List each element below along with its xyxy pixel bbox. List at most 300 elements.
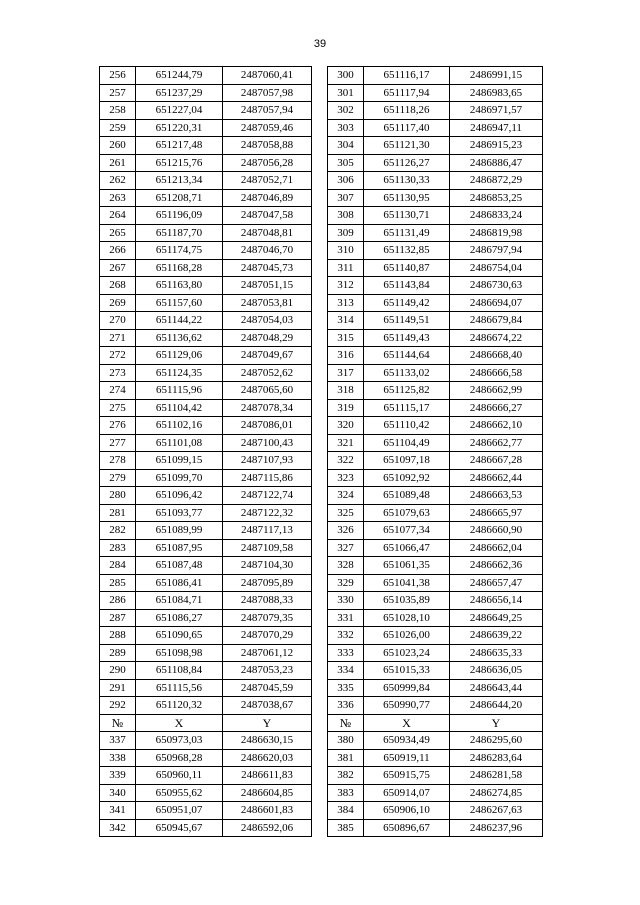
x-coordinate: 651108,84 <box>136 662 223 680</box>
y-coordinate: 2486983,65 <box>450 84 543 102</box>
x-coordinate: 651143,84 <box>364 277 450 295</box>
point-number: 321 <box>328 434 364 452</box>
point-number: 314 <box>328 312 364 330</box>
x-coordinate: 651117,40 <box>364 119 450 137</box>
point-number: 380 <box>328 732 364 750</box>
point-number: 342 <box>100 819 136 837</box>
y-coordinate: 2487046,89 <box>223 189 312 207</box>
y-coordinate: 2486295,60 <box>450 732 543 750</box>
point-number: 334 <box>328 662 364 680</box>
table-row <box>100 84 543 102</box>
point-number: 327 <box>328 539 364 557</box>
column-gap <box>312 749 328 767</box>
column-gap <box>312 224 328 242</box>
column-gap <box>312 172 328 190</box>
table-row <box>100 609 543 627</box>
point-number: 259 <box>100 119 136 137</box>
x-coordinate: 650999,84 <box>364 679 450 697</box>
y-coordinate: 2487053,23 <box>223 662 312 680</box>
x-coordinate: 651115,96 <box>136 382 223 400</box>
point-number: 322 <box>328 452 364 470</box>
table-row <box>100 259 543 277</box>
point-number: 273 <box>100 364 136 382</box>
table-row <box>100 224 543 242</box>
x-coordinate: 651149,42 <box>364 294 450 312</box>
column-gap <box>312 242 328 260</box>
column-gap <box>312 417 328 435</box>
table-row <box>100 504 543 522</box>
table-row <box>100 802 543 820</box>
y-coordinate: 2487115,86 <box>223 469 312 487</box>
point-number: 383 <box>328 784 364 802</box>
column-gap <box>312 592 328 610</box>
point-number: 330 <box>328 592 364 610</box>
x-coordinate: 651136,62 <box>136 329 223 347</box>
y-coordinate: 2486853,25 <box>450 189 543 207</box>
x-coordinate: 651035,89 <box>364 592 450 610</box>
point-number: 311 <box>328 259 364 277</box>
y-coordinate: 2487104,30 <box>223 557 312 575</box>
y-coordinate: 2486947,11 <box>450 119 543 137</box>
y-coordinate: 2487048,81 <box>223 224 312 242</box>
x-coordinate: 651129,06 <box>136 347 223 365</box>
x-coordinate: 651115,17 <box>364 399 450 417</box>
y-coordinate: 2486267,63 <box>450 802 543 820</box>
y-coordinate: 2486643,44 <box>450 679 543 697</box>
y-coordinate: 2487045,73 <box>223 259 312 277</box>
x-coordinate: 651098,98 <box>136 644 223 662</box>
x-coordinate: 651120,32 <box>136 697 223 715</box>
x-coordinate: 651089,99 <box>136 522 223 540</box>
y-coordinate: 2486281,58 <box>450 767 543 785</box>
point-number: 338 <box>100 749 136 767</box>
column-gap <box>312 819 328 837</box>
y-coordinate: 2487046,70 <box>223 242 312 260</box>
x-coordinate: 651125,82 <box>364 382 450 400</box>
y-coordinate: 2486666,58 <box>450 364 543 382</box>
point-number: 262 <box>100 172 136 190</box>
table-row <box>100 452 543 470</box>
table-row <box>100 469 543 487</box>
table-row <box>100 312 543 330</box>
point-number: 260 <box>100 137 136 155</box>
point-number: 385 <box>328 819 364 837</box>
y-coordinate: 2486886,47 <box>450 154 543 172</box>
column-gap <box>312 294 328 312</box>
point-number: 305 <box>328 154 364 172</box>
point-number: 301 <box>328 84 364 102</box>
y-coordinate: 2487047,58 <box>223 207 312 225</box>
y-coordinate: 2486971,57 <box>450 102 543 120</box>
x-coordinate: 651144,64 <box>364 347 450 365</box>
x-coordinate: 651174,75 <box>136 242 223 260</box>
column-gap <box>312 364 328 382</box>
table-row <box>100 749 543 767</box>
y-coordinate: 2487122,32 <box>223 504 312 522</box>
table-row <box>100 732 543 750</box>
column-gap <box>312 102 328 120</box>
column-gap <box>312 714 328 732</box>
table-row <box>100 137 543 155</box>
point-number: 339 <box>100 767 136 785</box>
point-number: 328 <box>328 557 364 575</box>
column-gap <box>312 189 328 207</box>
column-gap <box>312 732 328 750</box>
y-coordinate: 2486679,84 <box>450 312 543 330</box>
y-coordinate: 2486662,10 <box>450 417 543 435</box>
column-gap <box>312 137 328 155</box>
point-number: 285 <box>100 574 136 592</box>
column-gap <box>312 504 328 522</box>
point-number: 325 <box>328 504 364 522</box>
point-number: 302 <box>328 102 364 120</box>
x-coordinate: 651163,80 <box>136 277 223 295</box>
x-coordinate: 651227,04 <box>136 102 223 120</box>
y-coordinate: 2487052,71 <box>223 172 312 190</box>
point-number: 340 <box>100 784 136 802</box>
y-coordinate: 2486649,25 <box>450 609 543 627</box>
point-number: 323 <box>328 469 364 487</box>
y-coordinate: 2486636,05 <box>450 662 543 680</box>
point-number: 263 <box>100 189 136 207</box>
table-row <box>100 592 543 610</box>
column-gap <box>312 452 328 470</box>
y-coordinate: 2486915,23 <box>450 137 543 155</box>
header-number: № <box>100 714 136 732</box>
column-gap <box>312 207 328 225</box>
column-gap <box>312 119 328 137</box>
table-row <box>100 207 543 225</box>
point-number: 276 <box>100 417 136 435</box>
point-number: 313 <box>328 294 364 312</box>
x-coordinate: 650934,49 <box>364 732 450 750</box>
point-number: 279 <box>100 469 136 487</box>
x-coordinate: 651131,49 <box>364 224 450 242</box>
y-coordinate: 2487078,34 <box>223 399 312 417</box>
x-coordinate: 650990,77 <box>364 697 450 715</box>
point-number: 275 <box>100 399 136 417</box>
point-number: 257 <box>100 84 136 102</box>
y-coordinate: 2486656,14 <box>450 592 543 610</box>
y-coordinate: 2487054,03 <box>223 312 312 330</box>
y-coordinate: 2486662,77 <box>450 434 543 452</box>
x-coordinate: 651244,79 <box>136 67 223 85</box>
table-row <box>100 189 543 207</box>
x-coordinate: 650919,11 <box>364 749 450 767</box>
y-coordinate: 2486991,15 <box>450 67 543 85</box>
y-coordinate: 2486754,04 <box>450 259 543 277</box>
table-row <box>100 382 543 400</box>
x-coordinate: 651132,85 <box>364 242 450 260</box>
point-number: 307 <box>328 189 364 207</box>
x-coordinate: 651104,49 <box>364 434 450 452</box>
point-number: 308 <box>328 207 364 225</box>
y-coordinate: 2486662,36 <box>450 557 543 575</box>
y-coordinate: 2486674,22 <box>450 329 543 347</box>
x-coordinate: 651130,95 <box>364 189 450 207</box>
x-coordinate: 650968,28 <box>136 749 223 767</box>
point-number: 336 <box>328 697 364 715</box>
point-number: 310 <box>328 242 364 260</box>
y-coordinate: 2487038,67 <box>223 697 312 715</box>
x-coordinate: 650945,67 <box>136 819 223 837</box>
column-gap <box>312 259 328 277</box>
column-gap <box>312 557 328 575</box>
point-number: 288 <box>100 627 136 645</box>
column-gap <box>312 609 328 627</box>
y-coordinate: 2487088,33 <box>223 592 312 610</box>
point-number: 382 <box>328 767 364 785</box>
point-number: 319 <box>328 399 364 417</box>
y-coordinate: 2486730,63 <box>450 277 543 295</box>
y-coordinate: 2487048,29 <box>223 329 312 347</box>
table-row <box>100 574 543 592</box>
point-number: 315 <box>328 329 364 347</box>
header-number: № <box>328 714 364 732</box>
point-number: 332 <box>328 627 364 645</box>
point-number: 335 <box>328 679 364 697</box>
table-row <box>100 539 543 557</box>
x-coordinate: 651117,94 <box>364 84 450 102</box>
column-gap <box>312 644 328 662</box>
page-number: 39 <box>313 38 327 50</box>
y-coordinate: 2486274,85 <box>450 784 543 802</box>
y-coordinate: 2486668,40 <box>450 347 543 365</box>
point-number: 318 <box>328 382 364 400</box>
point-number: 291 <box>100 679 136 697</box>
point-number: 270 <box>100 312 136 330</box>
x-coordinate: 651130,71 <box>364 207 450 225</box>
y-coordinate: 2487100,43 <box>223 434 312 452</box>
table-row <box>100 819 543 837</box>
x-coordinate: 651028,10 <box>364 609 450 627</box>
y-coordinate: 2486283,64 <box>450 749 543 767</box>
point-number: 286 <box>100 592 136 610</box>
point-number: 317 <box>328 364 364 382</box>
x-coordinate: 651041,38 <box>364 574 450 592</box>
point-number: 271 <box>100 329 136 347</box>
point-number: 381 <box>328 749 364 767</box>
x-coordinate: 651099,70 <box>136 469 223 487</box>
table-row <box>100 347 543 365</box>
x-coordinate: 651115,56 <box>136 679 223 697</box>
y-coordinate: 2486620,03 <box>223 749 312 767</box>
x-coordinate: 651086,41 <box>136 574 223 592</box>
x-coordinate: 651092,92 <box>364 469 450 487</box>
x-coordinate: 651126,27 <box>364 154 450 172</box>
header-x: X <box>136 714 223 732</box>
x-coordinate: 650951,07 <box>136 802 223 820</box>
y-coordinate: 2486601,83 <box>223 802 312 820</box>
x-coordinate: 651079,63 <box>364 504 450 522</box>
y-coordinate: 2487049,67 <box>223 347 312 365</box>
column-gap <box>312 67 328 85</box>
point-number: 303 <box>328 119 364 137</box>
point-number: 341 <box>100 802 136 820</box>
x-coordinate: 651087,48 <box>136 557 223 575</box>
x-coordinate: 651066,47 <box>364 539 450 557</box>
y-coordinate: 2487059,46 <box>223 119 312 137</box>
x-coordinate: 651077,34 <box>364 522 450 540</box>
x-coordinate: 651187,70 <box>136 224 223 242</box>
table-row <box>100 679 543 697</box>
y-coordinate: 2486604,85 <box>223 784 312 802</box>
x-coordinate: 651213,34 <box>136 172 223 190</box>
x-coordinate: 651023,24 <box>364 644 450 662</box>
table-row <box>100 119 543 137</box>
y-coordinate: 2487053,81 <box>223 294 312 312</box>
y-coordinate: 2486660,90 <box>450 522 543 540</box>
x-coordinate: 650914,07 <box>364 784 450 802</box>
column-gap <box>312 382 328 400</box>
point-number: 265 <box>100 224 136 242</box>
y-coordinate: 2486630,15 <box>223 732 312 750</box>
x-coordinate: 651196,09 <box>136 207 223 225</box>
y-coordinate: 2487109,58 <box>223 539 312 557</box>
x-coordinate: 651208,71 <box>136 189 223 207</box>
y-coordinate: 2486662,44 <box>450 469 543 487</box>
point-number: 264 <box>100 207 136 225</box>
x-coordinate: 651215,76 <box>136 154 223 172</box>
y-coordinate: 2487051,15 <box>223 277 312 295</box>
x-coordinate: 651168,28 <box>136 259 223 277</box>
column-gap <box>312 522 328 540</box>
point-number: 267 <box>100 259 136 277</box>
point-number: 331 <box>328 609 364 627</box>
point-number: 304 <box>328 137 364 155</box>
y-coordinate: 2486635,33 <box>450 644 543 662</box>
column-gap <box>312 434 328 452</box>
point-number: 312 <box>328 277 364 295</box>
table-row <box>100 417 543 435</box>
point-number: 277 <box>100 434 136 452</box>
y-coordinate: 2486662,99 <box>450 382 543 400</box>
x-coordinate: 651149,43 <box>364 329 450 347</box>
y-coordinate: 2486657,47 <box>450 574 543 592</box>
x-coordinate: 650906,10 <box>364 802 450 820</box>
y-coordinate: 2486237,96 <box>450 819 543 837</box>
table-row <box>100 487 543 505</box>
header-y: Y <box>223 714 312 732</box>
y-coordinate: 2487056,28 <box>223 154 312 172</box>
column-gap <box>312 469 328 487</box>
point-number: 384 <box>328 802 364 820</box>
column-gap <box>312 154 328 172</box>
x-coordinate: 651086,27 <box>136 609 223 627</box>
point-number: 281 <box>100 504 136 522</box>
x-coordinate: 651110,42 <box>364 417 450 435</box>
y-coordinate: 2487057,94 <box>223 102 312 120</box>
x-coordinate: 651220,31 <box>136 119 223 137</box>
header-y: Y <box>450 714 543 732</box>
column-gap <box>312 679 328 697</box>
x-coordinate: 651090,65 <box>136 627 223 645</box>
point-number: 272 <box>100 347 136 365</box>
point-number: 306 <box>328 172 364 190</box>
y-coordinate: 2486833,24 <box>450 207 543 225</box>
x-coordinate: 651093,77 <box>136 504 223 522</box>
x-coordinate: 651133,02 <box>364 364 450 382</box>
y-coordinate: 2486665,97 <box>450 504 543 522</box>
x-coordinate: 651096,42 <box>136 487 223 505</box>
column-gap <box>312 802 328 820</box>
x-coordinate: 651140,87 <box>364 259 450 277</box>
x-coordinate: 651130,33 <box>364 172 450 190</box>
table-row <box>100 154 543 172</box>
table-row <box>100 644 543 662</box>
point-number: 278 <box>100 452 136 470</box>
point-number: 274 <box>100 382 136 400</box>
column-gap <box>312 487 328 505</box>
y-coordinate: 2487052,62 <box>223 364 312 382</box>
y-coordinate: 2487060,41 <box>223 67 312 85</box>
x-coordinate: 651102,16 <box>136 417 223 435</box>
y-coordinate: 2486663,53 <box>450 487 543 505</box>
table-row <box>100 172 543 190</box>
x-coordinate: 651087,95 <box>136 539 223 557</box>
table-row <box>100 242 543 260</box>
table-row <box>100 277 543 295</box>
point-number: 284 <box>100 557 136 575</box>
y-coordinate: 2487061,12 <box>223 644 312 662</box>
y-coordinate: 2487045,59 <box>223 679 312 697</box>
column-gap <box>312 767 328 785</box>
x-coordinate: 651089,48 <box>364 487 450 505</box>
x-coordinate: 651237,29 <box>136 84 223 102</box>
x-coordinate: 650955,62 <box>136 784 223 802</box>
point-number: 326 <box>328 522 364 540</box>
x-coordinate: 651124,35 <box>136 364 223 382</box>
table-row <box>100 399 543 417</box>
y-coordinate: 2487086,01 <box>223 417 312 435</box>
table-row <box>100 557 543 575</box>
point-number: 287 <box>100 609 136 627</box>
coordinates-table <box>99 66 543 837</box>
y-coordinate: 2486592,06 <box>223 819 312 837</box>
x-coordinate: 651157,60 <box>136 294 223 312</box>
table-row <box>100 294 543 312</box>
x-coordinate: 651104,42 <box>136 399 223 417</box>
x-coordinate: 650960,11 <box>136 767 223 785</box>
x-coordinate: 651061,35 <box>364 557 450 575</box>
x-coordinate: 651116,17 <box>364 67 450 85</box>
y-coordinate: 2486797,94 <box>450 242 543 260</box>
point-number: 261 <box>100 154 136 172</box>
header-x: X <box>364 714 450 732</box>
x-coordinate: 651149,51 <box>364 312 450 330</box>
point-number: 309 <box>328 224 364 242</box>
point-number: 269 <box>100 294 136 312</box>
y-coordinate: 2487079,35 <box>223 609 312 627</box>
y-coordinate: 2487065,60 <box>223 382 312 400</box>
x-coordinate: 650896,67 <box>364 819 450 837</box>
y-coordinate: 2487117,13 <box>223 522 312 540</box>
x-coordinate: 650973,03 <box>136 732 223 750</box>
x-coordinate: 651121,30 <box>364 137 450 155</box>
y-coordinate: 2487058,88 <box>223 137 312 155</box>
y-coordinate: 2486644,20 <box>450 697 543 715</box>
column-gap <box>312 574 328 592</box>
y-coordinate: 2487095,89 <box>223 574 312 592</box>
y-coordinate: 2486666,27 <box>450 399 543 417</box>
table-row <box>100 522 543 540</box>
y-coordinate: 2487070,29 <box>223 627 312 645</box>
column-gap <box>312 662 328 680</box>
column-gap <box>312 347 328 365</box>
x-coordinate: 651217,48 <box>136 137 223 155</box>
x-coordinate: 651101,08 <box>136 434 223 452</box>
column-gap <box>312 329 328 347</box>
